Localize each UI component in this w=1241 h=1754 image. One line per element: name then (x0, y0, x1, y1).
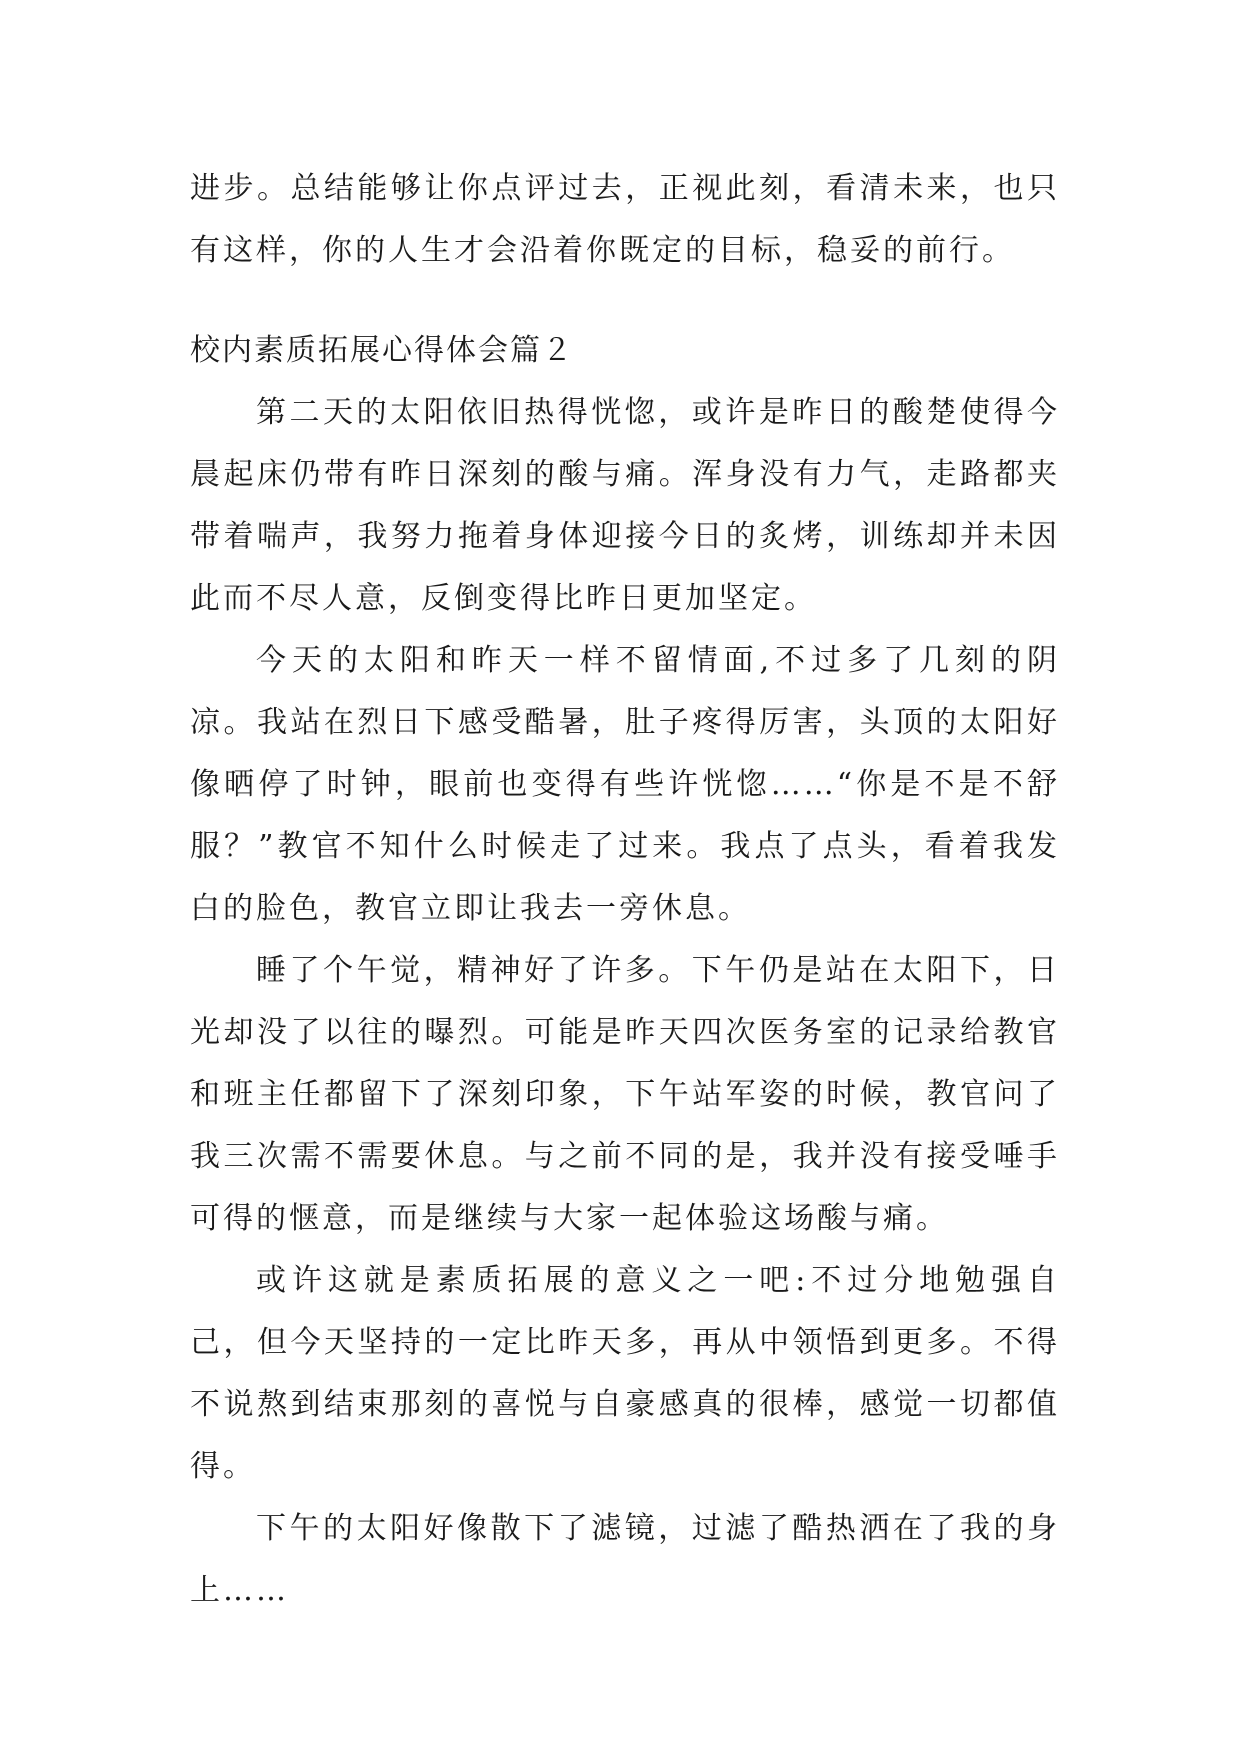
section-title: 校内素质拓展心得体会篇２ (190, 333, 574, 368)
continued-paragraph: 进步。总结能够让你点评过去，正视此刻，看清未来，也只有这样，你的人生才会沿着你既定的目标，稳妥的前行。 (190, 171, 1060, 268)
document-body (190, 158, 1060, 1622)
paragraph-5: 下午的太阳好像散下了滤镜，过滤了酷热洒在了我的身上…… (190, 1511, 1060, 1608)
paragraph-3: 睡了个午觉，精神好了许多。下午仍是站在太阳下，日光却没了以往的曝烈。可能是昨天四次医务室的记录给教官和班主任都留下了深刻印象，下午站军姿的时候，教官问了我三次需不需要休息。与之前不同的是，我并没有接受唾手可得的惬意，而是继续与大家一起体验这场酸与痛。 (190, 953, 1060, 1236)
paragraph-2: 今天的太阳和昨天一样不留情面,不过多了几刻的阴凉。我站在烈日下感受酷暑，肚子疼得厉害，头顶的太阳好像晒停了时钟，眼前也变得有些许恍惚……“你是不是不舒服？”教官不知什么时候走了过来。我点了点头，看着我发白的脸色，教官立即让我去一旁休息。 (190, 643, 1060, 926)
paragraph-1: 第二天的太阳依旧热得恍惚，或许是昨日的酸楚使得今晨起床仍带有昨日深刻的酸与痛。浑身没有力气，走路都夹带着喘声，我努力拖着身体迎接今日的炙烤，训练却并未因此而不尽人意，反倒变得比昨日更加坚定。 (190, 395, 1060, 616)
paragraph-4: 或许这就是素质拓展的意义之一吧:不过分地勉强自己，但今天坚持的一定比昨天多，再从中领悟到更多。不得不说熬到结束那刻的喜悦与自豪感真的很棒，感觉一切都值得。 (190, 1263, 1060, 1484)
